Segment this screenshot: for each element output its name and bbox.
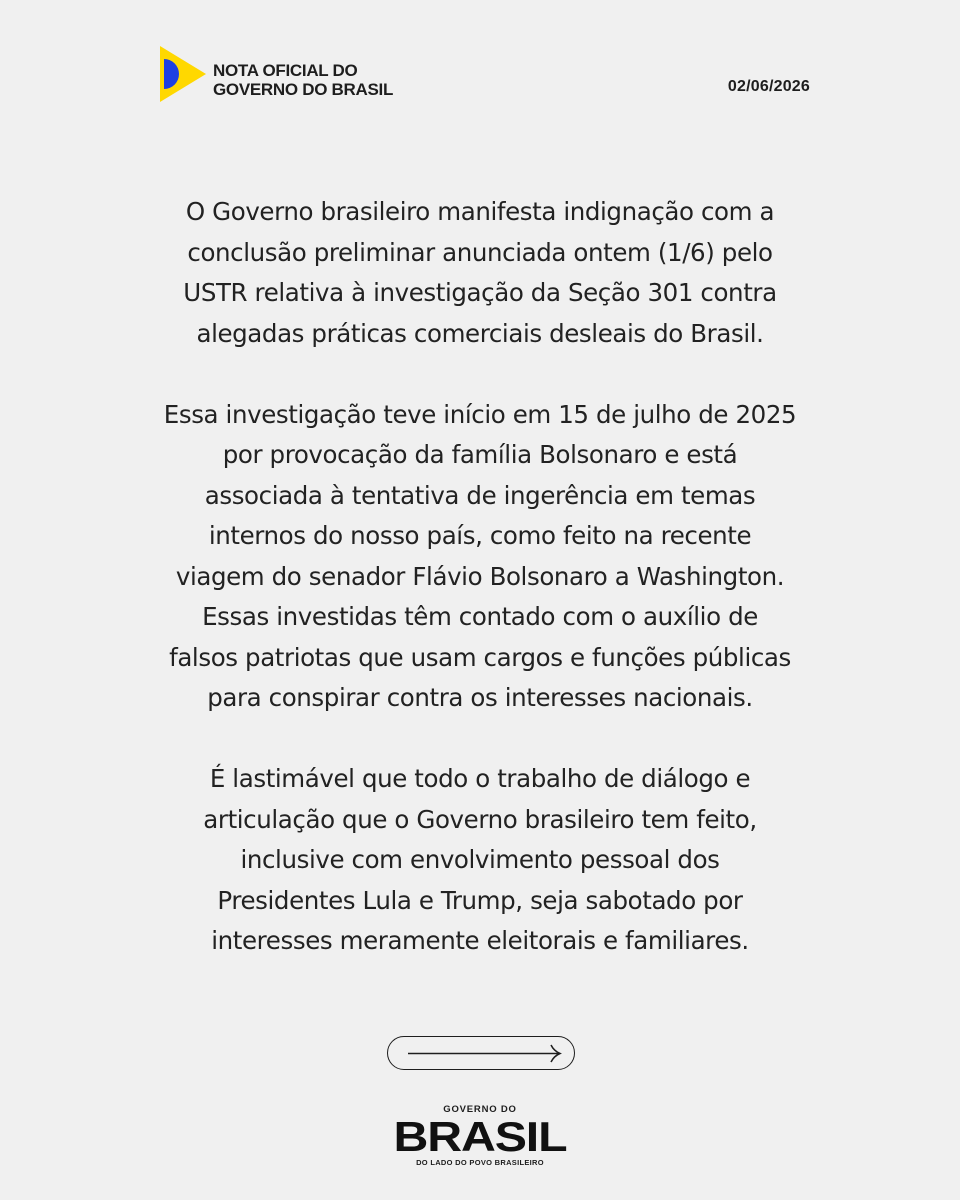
logo-main-text: BRASIL [393,1113,567,1160]
governo-do-brasil-logo [395,1104,565,1176]
paragraph-line: Presidentes Lula e Trump, seja sabotado por [217,885,743,915]
logo-tagline: DO LADO DO POVO BRASILEIRO [416,1158,544,1167]
paragraph-line: Essa investigação teve início em 15 de julho de 2025 [163,399,797,429]
brazil-flag-logo-icon [160,46,206,102]
paragraph-line: por provocação da família Bolsonaro e está [222,440,738,469]
next-button[interactable] [387,1036,575,1070]
paragraph-line: USTR relativa à investigação da Seção 301 contra [183,278,777,307]
header-title-line2: GOVERNO DO BRASIL [213,80,394,99]
paragraph-line: falsos patriotas que usam cargos e funções públicas [169,642,791,672]
header-title [213,61,393,99]
paragraph-line: O Governo brasileiro manifesta indignação com a [185,197,775,226]
arrow-right-icon [388,1037,576,1071]
paragraph-1 [100,192,860,354]
paragraph-2 [100,395,860,719]
statement-body [100,192,860,1002]
paragraph-line: inclusive com envolvimento pessoal dos [240,845,720,874]
paragraph-3 [100,759,860,962]
paragraph-line: internos do nosso país, como feito na recente [208,521,752,550]
paragraph-line: interesses meramente eleitorais e familiares. [211,926,749,955]
publication-date: 02/06/2026 [727,78,810,95]
paragraph-line: associada à tentativa de ingerência em temas [204,480,756,510]
paragraph-line: para conspirar contra os interesses nacionais. [207,683,753,712]
paragraph-line: articulação que o Governo brasileiro tem feito, [203,804,757,834]
header-title-line1: NOTA OFICIAL DO [213,61,358,80]
paragraph-line: alegadas práticas comerciais desleais do Brasil. [196,318,764,348]
logo-top-text: GOVERNO DO [443,1104,517,1115]
paragraph-line: Essas investidas têm contado com o auxílio de [202,602,758,631]
paragraph-line: conclusão preliminar anunciada ontem (1/6) pelo [187,237,773,267]
paragraph-line: É lastimável que todo o trabalho de diálogo e [209,764,751,793]
paragraph-line: viagem do senador Flávio Bolsonaro a Washington. [175,561,785,591]
